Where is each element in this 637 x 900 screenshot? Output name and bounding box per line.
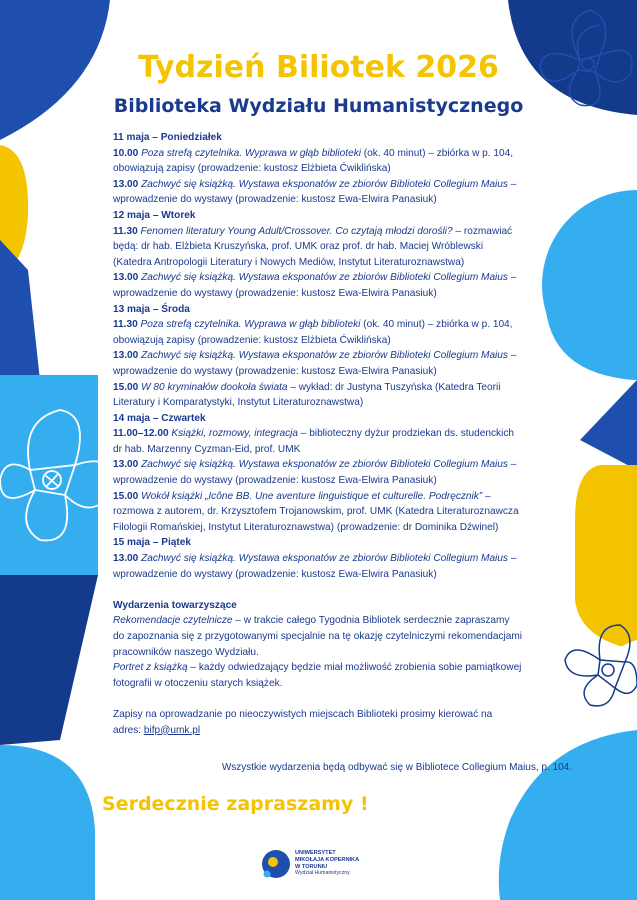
event-time: 11.30 bbox=[113, 225, 138, 237]
event-title: Zachwyć się książką. Wystawa eksponatów ze zbiorów Biblioteki Collegium Maius bbox=[141, 459, 508, 471]
logo-line: UNIWERSYTET bbox=[295, 850, 336, 856]
side-events bbox=[113, 598, 523, 692]
page-subtitle: Biblioteka Wydziału Humanistycznego bbox=[113, 95, 524, 117]
event-title: Poza strefą czytelnika. Wyprawa w głąb biblioteki bbox=[141, 147, 361, 159]
left-navy-shape bbox=[0, 240, 40, 380]
event-title: Poza strefą czytelnika. Wyprawa w głąb biblioteki bbox=[140, 319, 361, 331]
event-time: 13.00 bbox=[113, 553, 139, 565]
event-item bbox=[113, 426, 523, 457]
event-time: 13.00 bbox=[113, 272, 139, 284]
left-light-blue-block bbox=[0, 375, 98, 575]
event-time: 15.00 bbox=[113, 381, 139, 393]
event-desc: – wprowadzenie do wystawy (prowadzenie: kustosz Ewa-Elwira Panasiuk) bbox=[113, 272, 517, 299]
logo-line: MIKOŁAJA KOPERNIKA bbox=[295, 856, 360, 863]
university-logo-text bbox=[295, 850, 359, 877]
side-event-text: – każdy odwiedzający będzie miał możliwość zrobienia sobie pamiątkowej fotografii w otoczeniu starych książek. bbox=[113, 662, 522, 689]
university-logo-icon bbox=[260, 848, 292, 880]
event-desc: – rozmawiać będą: dr hab. Elżbieta Kruszyńska, prof. UMK oraz prof. dr hab. Maciej Wróblewski (Katedra Antropologii Literatury i Nowych Mediów, Instytut Literaturoznawstwa) bbox=[113, 225, 513, 268]
contact-email-link[interactable]: bifp@umk.pl bbox=[143, 724, 201, 736]
contact-info bbox=[113, 707, 523, 738]
side-event-title: Portret z książką bbox=[113, 662, 188, 674]
event-title: W 80 kryminałów dookoła świata bbox=[141, 381, 288, 393]
event-item bbox=[113, 224, 523, 271]
side-event-item bbox=[113, 660, 523, 691]
event-title: Zachwyć się książką. Wystawa eksponatów ze zbiorów Biblioteki Collegium Maius bbox=[141, 350, 508, 362]
side-event-title: Rekomendacje czytelnicze bbox=[113, 615, 233, 627]
event-desc: – wprowadzenie do wystawy (prowadzenie: kustosz Ewa-Elwira Panasiuk) bbox=[113, 459, 517, 487]
event-item bbox=[113, 177, 523, 208]
side-event-item bbox=[113, 613, 523, 660]
event-time: 13.00 bbox=[113, 178, 139, 190]
event-title: Zachwyć się książką. Wystawa eksponatów ze zbiorów Biblioteki Collegium Maius bbox=[141, 272, 508, 284]
day-heading-friday: 15 maja – Piątek bbox=[113, 537, 191, 549]
day-heading-tuesday: 12 maja – Wtorek bbox=[113, 209, 196, 221]
logo-faculty: Wydział Humanistyczny bbox=[295, 870, 350, 877]
event-item bbox=[113, 270, 523, 301]
side-event-text: – w trakcie całego Tygodnia Bibliotek serdecznie zapraszamy do zapoznania się z przygotowanymi specjalnie na tę okazję czytelniczymi rekomendacjami pracowników naszego Wydziału. bbox=[113, 615, 522, 658]
event-desc: (ok. 40 minut) – zbiórka w p. 104, obowiązują zapisy (prowadzenie: kustosz Elżbieta Ćwiklińska) bbox=[113, 147, 514, 175]
event-item bbox=[113, 457, 523, 488]
event-title: Wokół książki „Icône BB. Une aventure linguistique et culturelle. Podręcznik” bbox=[141, 490, 483, 502]
event-desc: – wprowadzenie do wystawy (prowadzenie: kustosz Ewa-Elwira Panasiuk) bbox=[113, 350, 517, 377]
event-time: 11.00–12.00 bbox=[113, 428, 169, 440]
day-heading-monday: 11 maja – Poniedziałek bbox=[113, 132, 222, 143]
event-title: Książki, rozmowy, integracja bbox=[171, 428, 298, 440]
side-events-heading: Wydarzenia towarzyszące bbox=[113, 599, 237, 611]
event-desc: – wykład: dr Justyna Tuszyńska (Katedra Teorii Literatury i Komparatystyki, Instytut Literaturoznawstwa) bbox=[113, 381, 501, 409]
university-logo bbox=[260, 843, 390, 888]
event-item bbox=[113, 146, 523, 177]
event-desc: – wprowadzenie do wystawy (prowadzenie: kustosz Ewa-Elwira Panasiuk) bbox=[113, 553, 517, 580]
day-heading-wednesday: 13 maja – Środa bbox=[113, 303, 190, 315]
event-desc: – wprowadzenie do wystawy (prowadzenie: kustosz Ewa-Elwira Panasiuk) bbox=[113, 178, 517, 206]
event-title: Zachwyć się książką. Wystawa eksponatów ze zbiorów Biblioteki Collegium Maius bbox=[141, 178, 508, 190]
event-time: 10.00 bbox=[113, 147, 139, 159]
event-item bbox=[113, 380, 523, 411]
event-item bbox=[113, 489, 523, 536]
page-title: Tydzień Biliotek 2026 bbox=[138, 50, 499, 85]
bottom-right-light-blue bbox=[499, 730, 637, 900]
right-yellow-shape bbox=[575, 465, 637, 650]
event-desc: – biblioteczny dyżur prodziekan ds. studenckich dr hab. Marzenny Cyzman-Eid, prof. UMK bbox=[113, 428, 514, 455]
event-time: 13.00 bbox=[113, 350, 139, 362]
day-heading-thursday: 14 maja – Czwartek bbox=[113, 412, 206, 424]
event-item bbox=[113, 317, 523, 348]
bottom-left-light-blue bbox=[0, 745, 95, 900]
contact-text: Zapisy na oprowadzanie po nieoczywistych miejscach Biblioteki prosimy kierować na adres: bbox=[113, 708, 493, 736]
location-note: Wszystkie wydarzenia będą odbywać się w Bibliotece Collegium Maius, p. 104. bbox=[221, 762, 572, 773]
logo-line: W TORUNIU bbox=[295, 863, 328, 870]
event-title: Fenomen literatury Young Adult/Crossover. Co czytają młodzi dorośli? bbox=[140, 225, 453, 237]
event-time: 11.30 bbox=[113, 319, 138, 331]
event-program bbox=[113, 130, 523, 738]
event-item bbox=[113, 348, 523, 379]
right-navy-triangle bbox=[580, 380, 637, 470]
event-title: Zachwyć się książką. Wystawa eksponatów ze zbiorów Biblioteki Collegium Maius bbox=[141, 553, 508, 565]
event-time: 13.00 bbox=[113, 459, 139, 471]
event-time: 15.00 bbox=[113, 490, 139, 502]
event-desc: (ok. 40 minut) – zbiórka w p. 104, obowiązują zapisy (prowadzenie: kustosz Elżbieta Ćwiklińska) bbox=[113, 319, 513, 346]
left-navy-bottom bbox=[0, 575, 98, 745]
closing-text: Serdecznie zapraszamy ! bbox=[102, 793, 369, 815]
event-item bbox=[113, 551, 523, 582]
event-desc: – rozmowa z autorem, dr. Krzysztofem Trojanowskim, prof. UMK (Katedra Literaturoznawcza Filologii Romańskiej, Instytut Literaturoznawstwa) (prowadzenie: dr Dominika Dźwinel) bbox=[113, 490, 519, 533]
